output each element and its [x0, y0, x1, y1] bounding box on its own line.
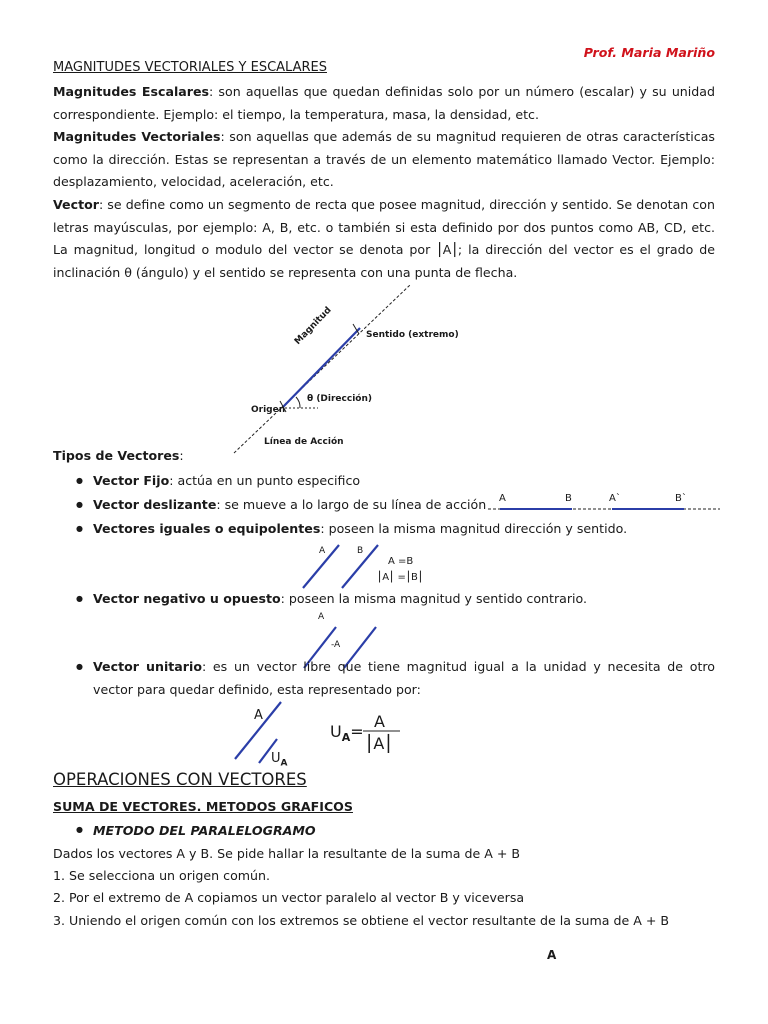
label-deslizante-b: B	[565, 493, 572, 504]
operaciones-line: 1. Se selecciona un origen común.	[53, 868, 271, 883]
text-vectoriales: : son aquellas que además de su magnitud requieren de otras características como la dirección. Estas se representan a través de un elemento matemático llamado Vector. Ejemplo: desplazamiento, velocidad, aceleración, etc.	[53, 129, 715, 190]
label-linea-accion: Línea de Acción	[264, 437, 344, 447]
label-unitario-u: $U_A$	[271, 751, 288, 769]
label-sentido: Sentido (extremo)	[366, 330, 459, 340]
term-escalares: Magnitudes Escalares	[53, 84, 210, 99]
label-direccion: θ (Dirección)	[307, 394, 372, 404]
label-origen: Origen	[251, 405, 286, 415]
label-a-eq-b: A =B	[388, 556, 414, 567]
term-vector: Vector	[53, 197, 99, 212]
section-heading-operaciones: OPERACIONES CON VECTORES	[53, 770, 307, 789]
term-vectoriales: Magnitudes Vectoriales	[53, 129, 221, 144]
label-iguales-b: B	[357, 546, 364, 556]
formula-denominator: ⎮A⎮	[365, 734, 393, 753]
label-mag-eq: ⎮A⎮ =⎮B⎮	[377, 572, 424, 583]
list-item: ● Vector Fijo: actúa en un punto especifico	[93, 470, 360, 492]
label-deslizante-a2: A`	[609, 493, 621, 504]
formula-numerator: A	[374, 712, 385, 731]
text-escalares: : son aquellas que quedan definidas solo por un número (escalar) y su unidad correspondiente. Ejemplo: el tiempo, la temperatura, masa, la densidad, etc.	[53, 84, 715, 122]
label-unitario-a: A	[254, 708, 263, 723]
list-item: ● Vector negativo u opuesto: poseen la misma magnitud y sentido contrario.	[93, 588, 587, 610]
operaciones-line: Dados los vectores A y B. Se pide hallar la resultante de la suma de A + B	[53, 846, 521, 861]
tipos-heading: Tipos de Vectores:	[53, 448, 184, 463]
text-vector: : se define como un segmento de recta que posee magnitud, dirección y sentido. Se denotan con letras mayúsculas, por ejemplo: A, B, etc. o también si esta definido por dos puntos como AB, CD, etc. La magnitud, longitud o modulo del vector se denota por ⎮A⎮; la dirección del vector es el grado de inclinación θ (ángulo) y el sentido se representa con una punta de flecha.	[53, 197, 715, 280]
label-magnitud: Magnitud	[293, 305, 334, 347]
list-item: ● Vector deslizante: se mueve a lo largo de su línea de acción	[93, 494, 486, 516]
list-item: ● Vector unitario: es un vector libre que tiene magnitud igual a la unidad y necesita de otro vector para quedar definido, esta representado por:	[93, 656, 715, 701]
operaciones-line: 2. Por el extremo de A copiamos un vector paralelo al vector B y viceversa	[53, 890, 525, 905]
label-deslizante-b2: B`	[675, 493, 687, 504]
operaciones-line: 3. Uniendo el origen común con los extremos se obtiene el vector resultante de la suma de A + B	[53, 913, 670, 928]
formula-ua: $U_A=$	[330, 722, 364, 745]
subsection-heading-suma: SUMA DE VECTORES. METODOS GRAFICOS	[53, 799, 353, 814]
label-deslizante-a: A	[499, 493, 506, 504]
bottom-label-a: A	[547, 948, 557, 962]
list-item: ● Vectores iguales o equipolentes: poseen la misma magnitud dirección y sentido.	[93, 518, 627, 540]
label-opuesto-a: A	[318, 612, 325, 622]
author-name: Prof. Maria Mariño	[583, 45, 715, 60]
label-iguales-a: A	[319, 546, 326, 556]
angle-arc	[296, 397, 300, 408]
method-heading: ● METODO DEL PARALELOGRAMO	[76, 823, 316, 838]
page-title: MAGNITUDES VECTORIALES Y ESCALARES	[53, 60, 327, 75]
label-opuesto-neg: -A	[331, 640, 341, 650]
